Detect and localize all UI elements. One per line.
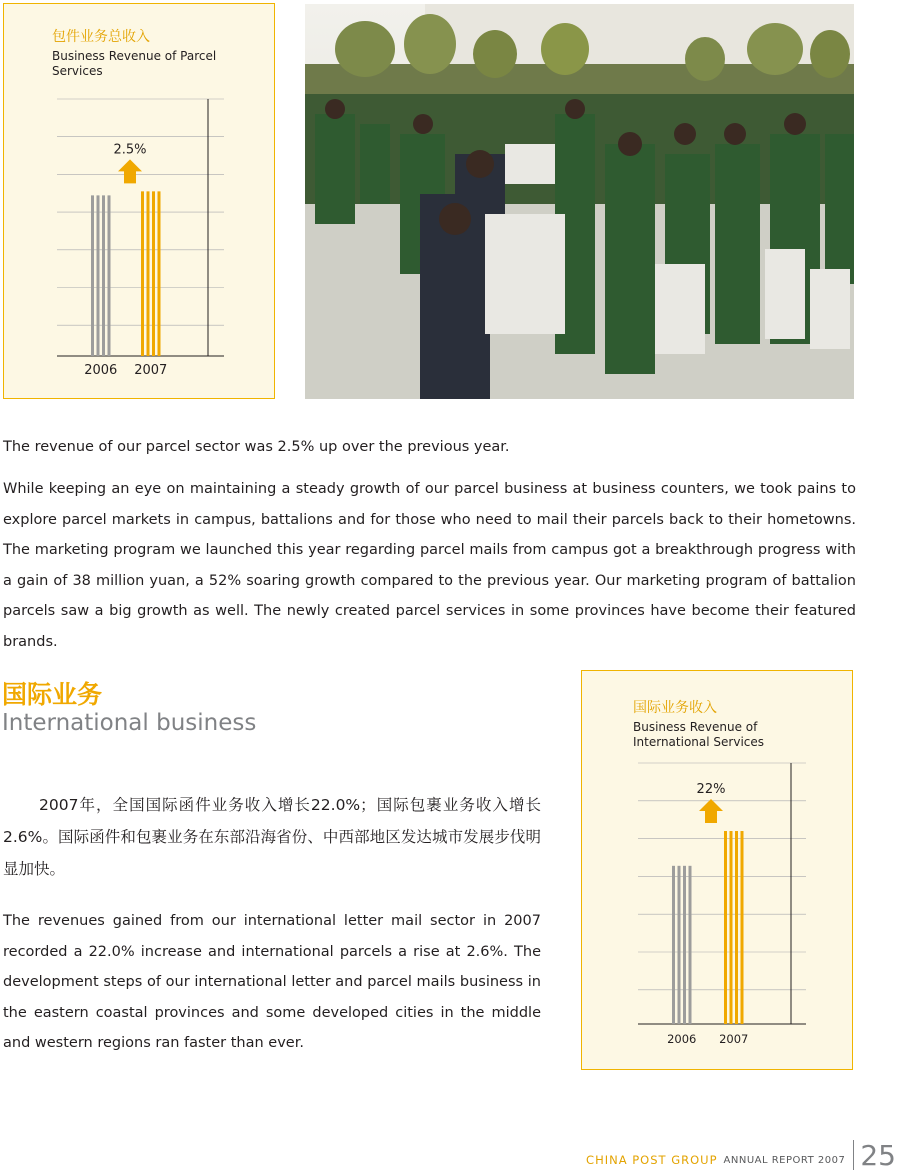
footer-report-title: ANNUAL REPORT 2007 [723, 1155, 846, 1166]
parcel-revenue-summary: The revenue of our parcel sector was 2.5% up over the previous year. [3, 439, 510, 455]
bar-stripe [91, 195, 94, 356]
up-arrow-icon [118, 159, 142, 183]
bar-stripe [97, 195, 100, 356]
page-number: 25 [860, 1139, 896, 1172]
up-arrow-icon [699, 799, 723, 823]
section-title-en: International business [2, 710, 257, 736]
bar-stripe [147, 191, 150, 356]
growth-label: 22% [696, 782, 726, 798]
footer-divider [853, 1140, 854, 1170]
soldiers-parcel-photo [305, 4, 854, 399]
tick-label-2007: 2007 [134, 363, 168, 378]
photo-soldiers-mailing-parcels-icon [305, 4, 854, 399]
bar-stripe [141, 191, 144, 356]
bar-stripe [689, 866, 692, 1024]
chart-title-en: Business Revenue of Parcel Services [52, 49, 217, 78]
parcel-business-paragraph: While keeping an eye on maintaining a steady growth of our parcel business at business counters, we took pains to explore parcel markets in campus, battalions and for those who need to mail their parcels back to their hometowns. The marketing program we launched this year regarding parcel mails from campus got a breakthrough progress with a gain of 38 million yuan, a 52% soaring growth compared to the previous year. Our marketing program of battalion parcels saw a big growth as well. The newly created parcel services in some provinces have become their featured brands. [3, 481, 856, 650]
chart-title-cn: 国际业务收入 [633, 700, 717, 716]
bar-2006 [672, 866, 692, 1024]
tick-label-2007: 2007 [719, 1032, 749, 1046]
bar-2007 [724, 831, 744, 1024]
bar-stripe [152, 191, 155, 356]
bar-stripe [678, 866, 681, 1024]
chart-title-en: Business Revenue of International Services [633, 720, 765, 749]
section-title-cn: 国际业务 [2, 680, 103, 709]
footer-brand: CHINA POST GROUP [586, 1153, 718, 1167]
bar-stripe [724, 831, 727, 1024]
bar-stripe [735, 831, 738, 1024]
bar-stripe [672, 866, 675, 1024]
international-revenue-chart [581, 670, 853, 1070]
international-paragraph-cn: 2007年，全国国际函件业务收入增长22.0%；国际包裹业务收入增长2.6%。国际函件和包裹业务在东部沿海省份、中西部地区发达城市发展步伐明显加快。 [3, 796, 541, 878]
page-footer [586, 1140, 896, 1170]
bar-stripe [158, 191, 161, 356]
bar-stripe [741, 831, 744, 1024]
bar-2006 [91, 195, 111, 356]
bar-stripe [102, 195, 105, 356]
tick-label-2006: 2006 [667, 1032, 697, 1046]
growth-label: 2.5% [113, 142, 147, 158]
parcel-revenue-chart [3, 3, 275, 399]
international-revenue-plot [582, 671, 854, 1071]
tick-label-2006: 2006 [84, 363, 118, 378]
bar-2007 [141, 191, 161, 356]
bar-stripe [730, 831, 733, 1024]
bar-stripe [108, 195, 111, 356]
bar-stripe [683, 866, 686, 1024]
international-paragraph-en: The revenues gained from our international letter mail sector in 2007 recorded a 22.0% increase and international parcels a rise at 2.6%. The development steps of our international letter and parcel mails business in the eastern coastal provinces and some developed cities in the middle and western regions ran faster than ever. [3, 913, 541, 1051]
parcel-revenue-plot [4, 4, 276, 400]
chart-title-cn: 包件业务总收入 [52, 29, 150, 45]
